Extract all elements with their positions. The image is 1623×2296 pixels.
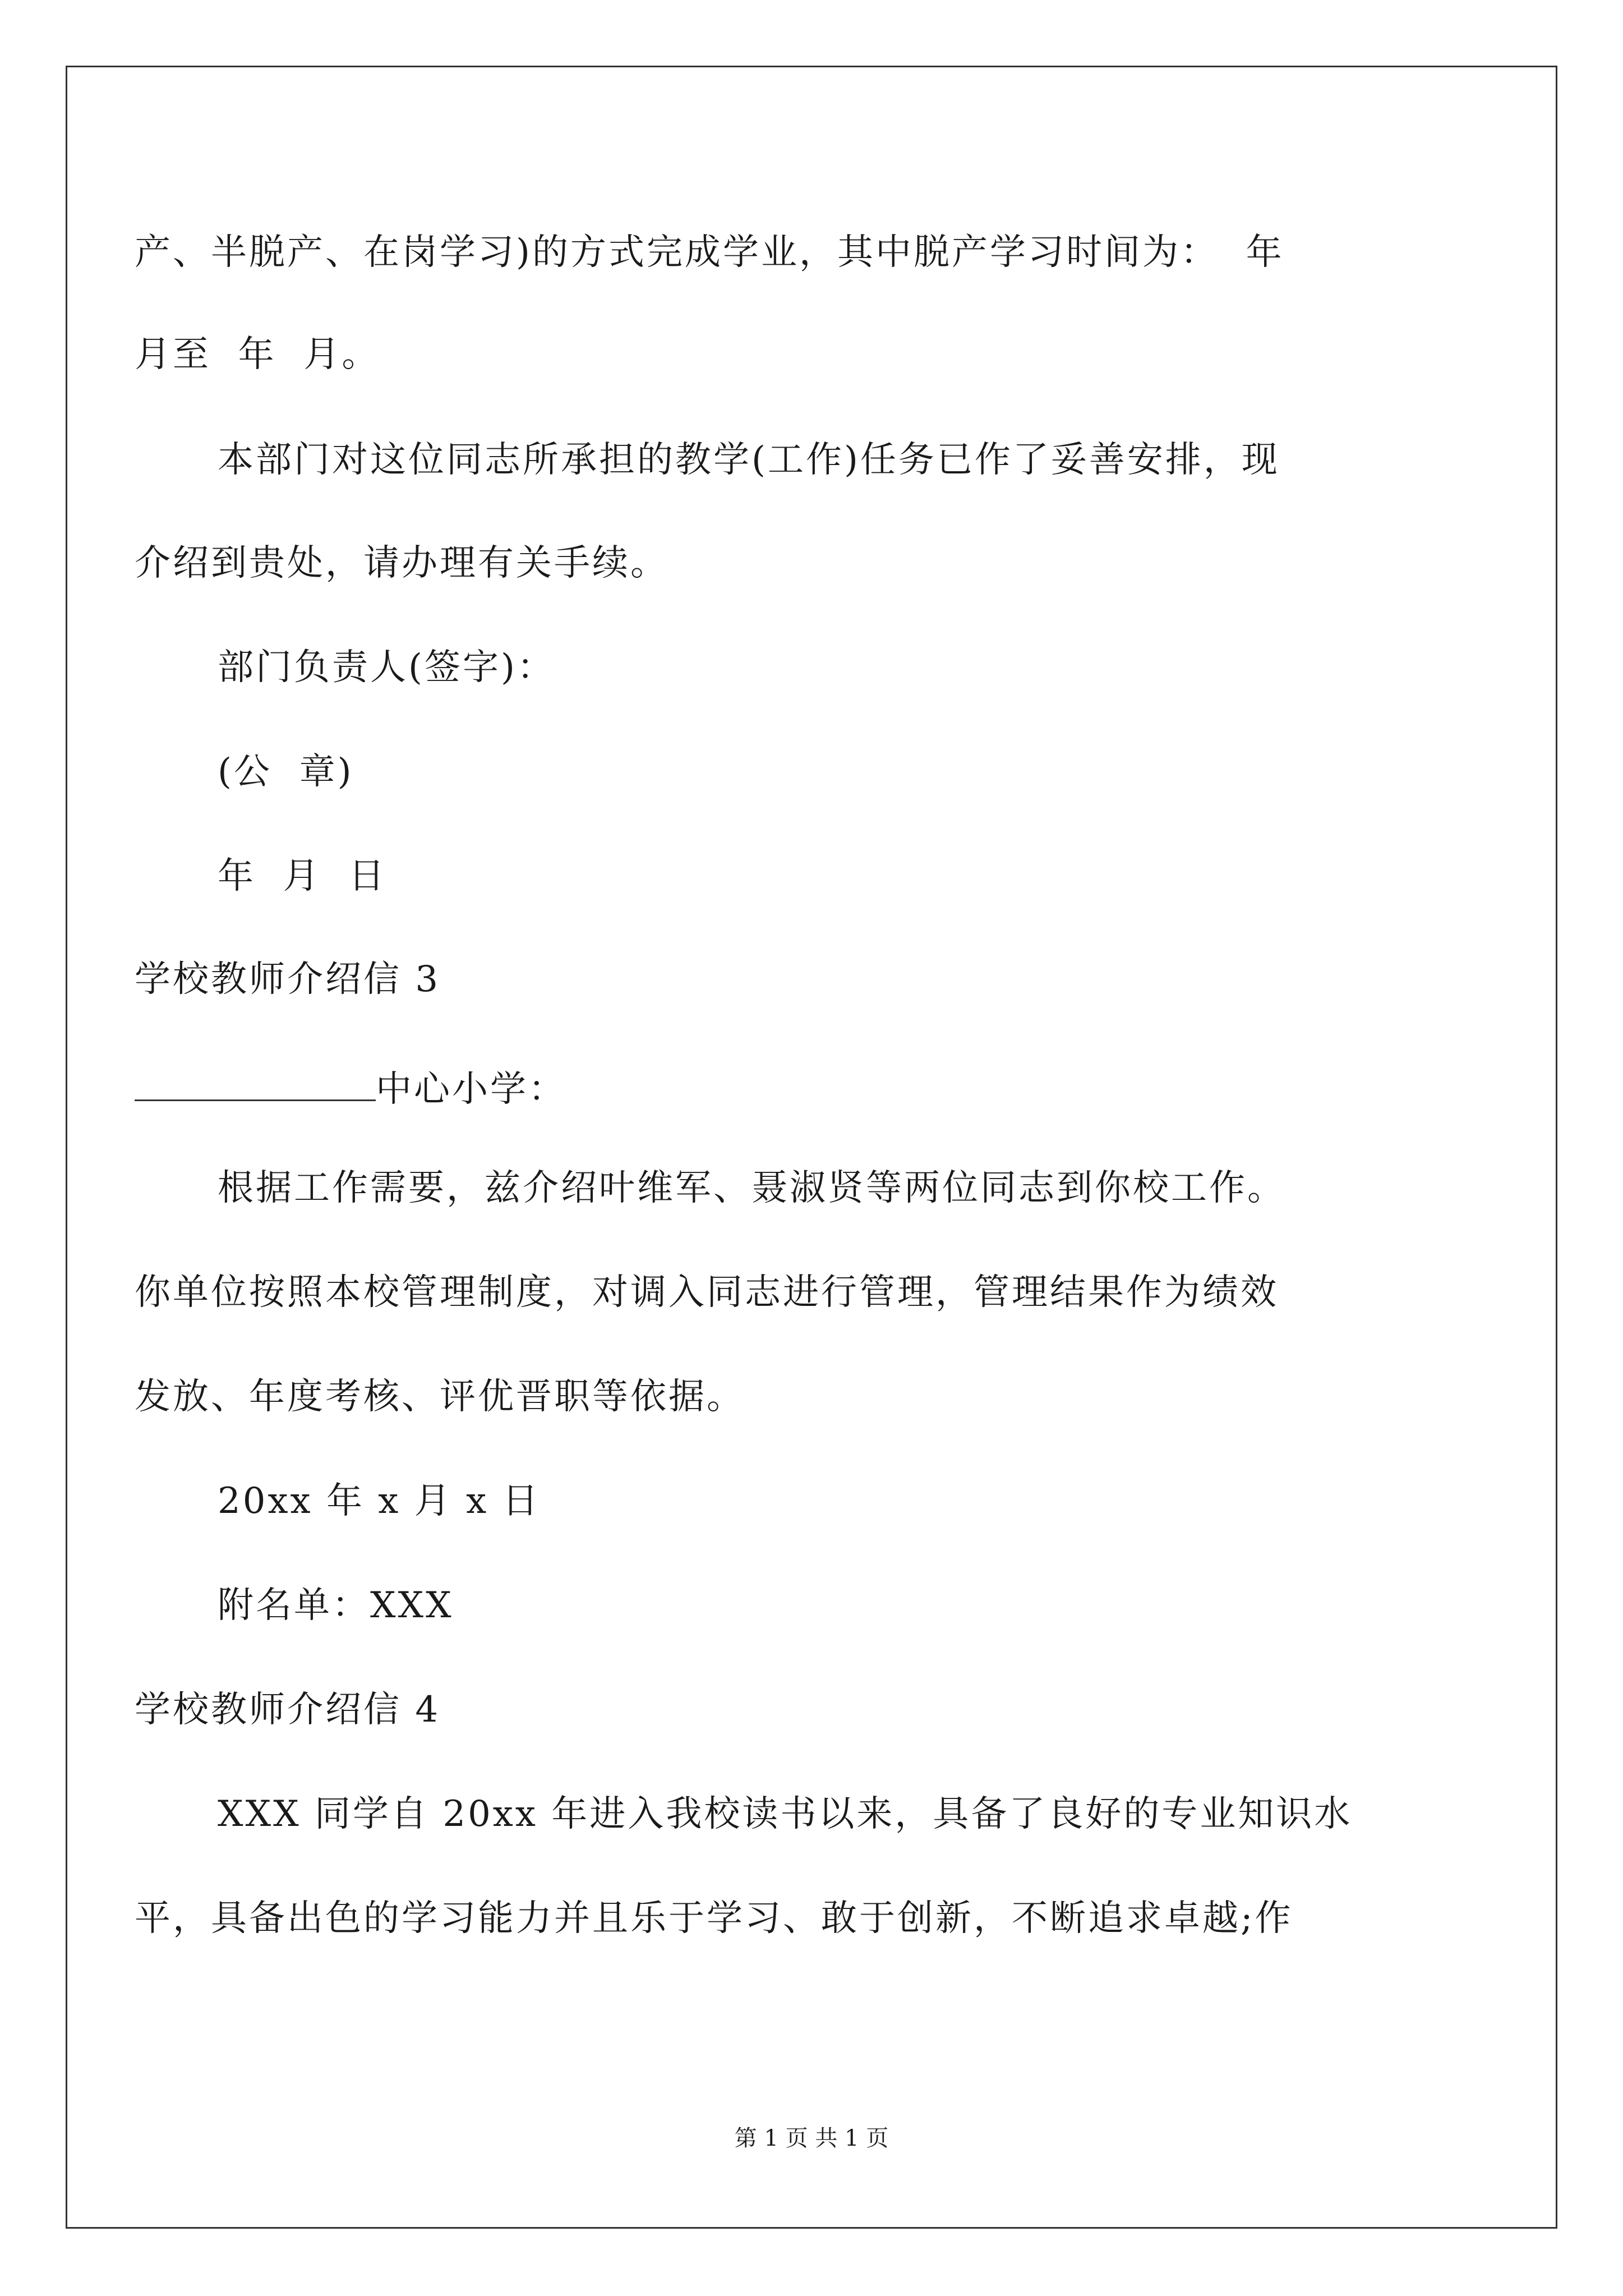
blank-line: [135, 1067, 376, 1101]
text-line: 部门负责人(签字)：: [218, 647, 555, 688]
text-line: 根据工作需要，兹介绍叶维军、聂淑贤等两位同志到你校工作。: [218, 1167, 1285, 1209]
page-footer: 第 1 页 共 1 页: [734, 2125, 889, 2151]
recipient-line: [135, 1067, 566, 1110]
recipient-text: 中心小学：: [376, 1069, 566, 1110]
section-heading: 学校教师介绍信 4: [135, 1689, 441, 1731]
text-line: XXX 同学自 20xx 年进入我校读书以来，具备了良好的专业知识水: [218, 1793, 1353, 1835]
text-line: 本部门对这位同志所承担的教学(工作)任务已作了妥善安排，现: [218, 439, 1280, 481]
text-line: 发放、年度考核、评优晋职等依据。: [135, 1376, 745, 1418]
text-line: 产、半脱产、在岗学习)的方式完成学业，其中脱产学习时间为： 年: [135, 232, 1284, 273]
text-line: 介绍到贵处，请办理有关手续。: [135, 542, 668, 584]
text-line: 附名单：XXX: [218, 1585, 454, 1626]
text-line: 月至 年 月。: [135, 334, 380, 375]
section-heading: 学校教师介绍信 3: [135, 959, 441, 1000]
text-line: 年 月 日: [218, 855, 387, 897]
text-line: 平，具备出色的学习能力并且乐于学习、敢于创新，不断追求卓越;作: [135, 1898, 1293, 1939]
text-line: (公 章): [218, 751, 354, 793]
date-line: 20xx 年 x 月 x 日: [218, 1480, 541, 1522]
text-line: 你单位按照本校管理制度，对调入同志进行管理，管理结果作为绩效: [135, 1272, 1279, 1313]
